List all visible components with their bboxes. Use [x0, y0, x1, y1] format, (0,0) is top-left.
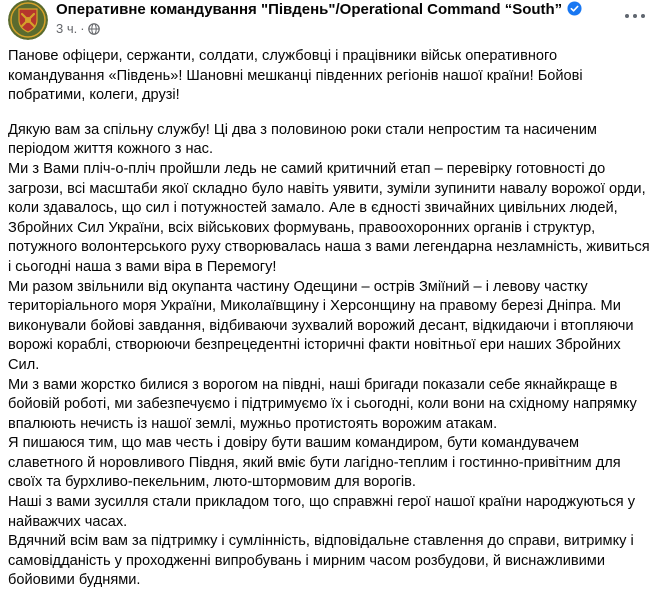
post-header	[8, 0, 651, 40]
post-paragraph: Ми з вами жорстко билися з ворогом на півдні, наші бригади показали себе якнайкраще в бойовій роботі, ми забезпечуємо і підтримуємо їх і сьогодні, коли вони на східному напрямку впалюють нечисть із нашої землі, мужньо протистоять ворожим атакам.	[8, 376, 637, 432]
post-paragraph: Дякую вам за спільну службу! Ці два з половиною роки стали непростим та насиченим періодом життя кожного з нас.	[8, 121, 597, 158]
meta-separator: ·	[80, 21, 85, 36]
post-timestamp[interactable]: 3 ч.	[56, 21, 78, 36]
globe-icon	[88, 23, 100, 38]
post-body	[8, 47, 654, 591]
verified-badge-icon	[567, 1, 582, 20]
page-name-link[interactable]	[56, 1, 582, 20]
post-paragraph: Вдячний всім вам за підтримку і сумлінність, відповідальне ставлення до справи, витримку і самовідданість у проходженні випробувань і мирним часом розбудови, й виснажливими бойовими буднями.	[8, 533, 634, 589]
page-name-text: Оперативне командування "Південь"/Operational Command “South”	[56, 1, 563, 18]
military-emblem-icon	[8, 0, 48, 40]
more-options-icon[interactable]	[619, 4, 651, 28]
post-meta	[56, 21, 100, 38]
post-paragraph: Наші з вами зусилля стали прикладом того, що справжні герої нашої країни народжуються у найважчих часах.	[8, 494, 635, 530]
post-paragraph: Ми разом звільнили від окупанта частину Одещини – острів Зміїний – і левову частку територіального моря України, Миколаївщину і Херсонщину на правому березі Дніпра. Ми виконували бойові завдання, відбиваючи зухвалий ворожий десант, відкидаючи і втопляючи ворожі кораблі, створюючи безпрецедентні історичні факти новітньої ери наших Збройних Сил.	[8, 278, 634, 373]
post-paragraph: Я пишаюся тим, що мав честь і довіру бути вашим командиром, бути командувачем славетного й норовливого Півдня, який вміє бути лагідно-теплим і гостинно-привітним для своїх та бурхливо-пекельним, люто-штормовим для ворогів.	[8, 435, 621, 491]
page-avatar[interactable]	[8, 0, 48, 40]
post-paragraph: Панове офіцери, сержанти, солдати, службовці і працівники військ оперативного командування «Південь»! Шановні мешканці південних регіонів нашої країни! Бойові побратими, колеги, друзі!	[8, 48, 583, 104]
post-paragraph: Ми з Вами пліч-о-пліч пройшли ледь не самий критичний етап – перевірку готовності до загрози, всі масштаби якої складно було навіть уявити, зуміли зупинити навалу ворожої орди, коли здавалось, що сил і потужностей замало. Але в єдності звичайних цивільних людей, Збройних Сил України, всіх військових формувань, правоохоронних органів і структур, потужного волонтерського руху створювалась наша з вами легендарна незламність, живиться і сьогодні наша з вами віра в Перемогу!	[8, 160, 650, 275]
